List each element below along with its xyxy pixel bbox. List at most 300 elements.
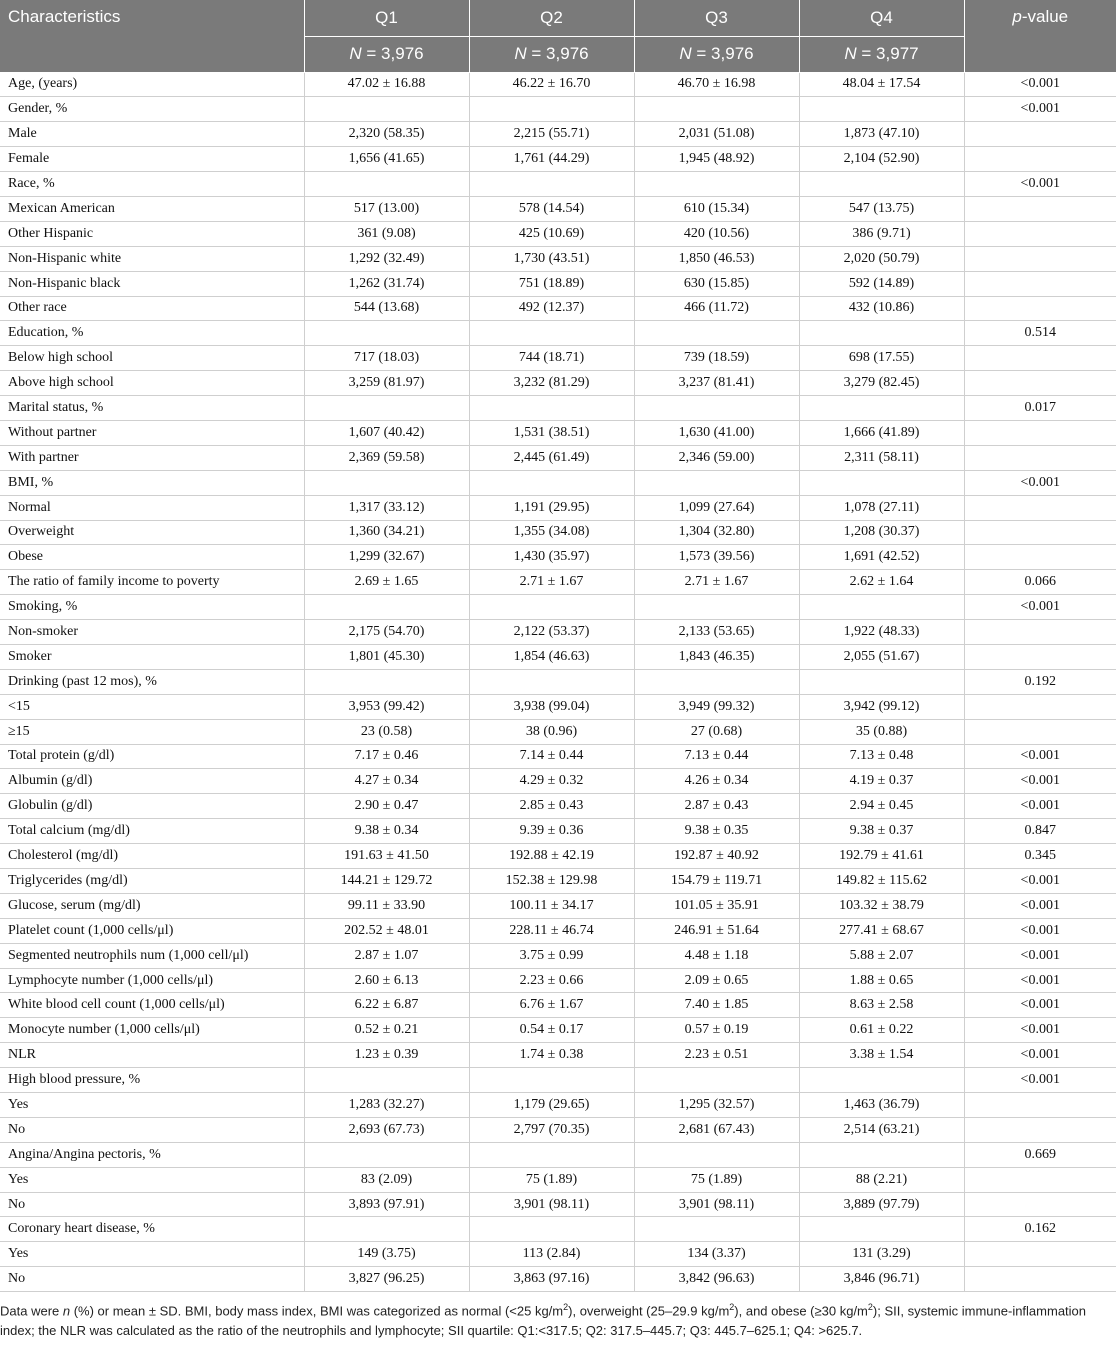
cell-q2 <box>469 1142 634 1167</box>
table-row <box>0 1093 1116 1118</box>
cell-q3 <box>634 595 799 620</box>
cell-q4: 2,104 (52.90) <box>799 147 964 172</box>
row-label: Yes <box>0 1093 304 1118</box>
cell-q3 <box>634 97 799 122</box>
table-footnote <box>0 1297 1110 1341</box>
cell-p-value <box>964 644 1116 669</box>
cell-p-value: 0.847 <box>964 819 1116 844</box>
cell-p-value <box>964 271 1116 296</box>
cell-q2: 1,761 (44.29) <box>469 147 634 172</box>
cell-q2: 3,901 (98.11) <box>469 1192 634 1217</box>
cell-q3: 1,630 (41.00) <box>634 420 799 445</box>
cell-q4: 192.79 ± 41.61 <box>799 844 964 869</box>
cell-q3: 134 (3.37) <box>634 1242 799 1267</box>
row-label: The ratio of family income to poverty <box>0 570 304 595</box>
n-value: = 3,976 <box>531 44 589 63</box>
cell-q1: 2,693 (67.73) <box>304 1117 469 1142</box>
row-label: Male <box>0 122 304 147</box>
table-row <box>0 371 1116 396</box>
cell-p-value <box>964 246 1116 271</box>
cell-q3: 2,346 (59.00) <box>634 445 799 470</box>
cell-q2: 2.85 ± 0.43 <box>469 794 634 819</box>
row-label: Total calcium (mg/dl) <box>0 819 304 844</box>
cell-q2: 1,430 (35.97) <box>469 545 634 570</box>
cell-q2: 751 (18.89) <box>469 271 634 296</box>
n-value: = 3,976 <box>366 44 424 63</box>
cell-q4: 547 (13.75) <box>799 196 964 221</box>
header-row-top <box>0 0 1116 36</box>
cell-q3: 1,295 (32.57) <box>634 1093 799 1118</box>
cell-q1: 1,607 (40.42) <box>304 420 469 445</box>
cell-q4: 2,055 (51.67) <box>799 644 964 669</box>
cell-q4 <box>799 1068 964 1093</box>
table-row <box>0 943 1116 968</box>
cell-q1: 83 (2.09) <box>304 1167 469 1192</box>
cell-p-value: <0.001 <box>964 1043 1116 1068</box>
cell-q1: 149 (3.75) <box>304 1242 469 1267</box>
cell-q3: 75 (1.89) <box>634 1167 799 1192</box>
cell-q2: 113 (2.84) <box>469 1242 634 1267</box>
table-row <box>0 669 1116 694</box>
cell-p-value <box>964 719 1116 744</box>
cell-p-value: <0.001 <box>964 968 1116 993</box>
table-row <box>0 221 1116 246</box>
cell-q2: 152.38 ± 129.98 <box>469 869 634 894</box>
cell-q1: 517 (13.00) <box>304 196 469 221</box>
cell-p-value: 0.162 <box>964 1217 1116 1242</box>
row-label: Race, % <box>0 172 304 197</box>
cell-q3: 2.23 ± 0.51 <box>634 1043 799 1068</box>
row-label: Above high school <box>0 371 304 396</box>
table-row <box>0 893 1116 918</box>
cell-q4: 386 (9.71) <box>799 221 964 246</box>
header-p-italic: p <box>1012 7 1022 26</box>
cell-q4: 3,889 (97.79) <box>799 1192 964 1217</box>
cell-q4: 698 (17.55) <box>799 346 964 371</box>
cell-p-value: <0.001 <box>964 1018 1116 1043</box>
cell-q1: 1.23 ± 0.39 <box>304 1043 469 1068</box>
row-label: Obese <box>0 545 304 570</box>
cell-p-value: 0.669 <box>964 1142 1116 1167</box>
cell-q1: 2,320 (58.35) <box>304 122 469 147</box>
cell-q2: 3,863 (97.16) <box>469 1267 634 1292</box>
cell-q2: 2,122 (53.37) <box>469 620 634 645</box>
cell-q4 <box>799 396 964 421</box>
cell-q2: 2,215 (55.71) <box>469 122 634 147</box>
cell-q3 <box>634 669 799 694</box>
row-label: Age, (years) <box>0 72 304 97</box>
cell-p-value: 0.345 <box>964 844 1116 869</box>
cell-q4: 5.88 ± 2.07 <box>799 943 964 968</box>
cell-q2: 1,179 (29.65) <box>469 1093 634 1118</box>
cell-q2: 1,191 (29.95) <box>469 495 634 520</box>
row-label: Marital status, % <box>0 396 304 421</box>
n-label: N <box>349 44 362 63</box>
row-label: ≥15 <box>0 719 304 744</box>
table-row <box>0 196 1116 221</box>
table-row <box>0 147 1116 172</box>
row-label: Platelet count (1,000 cells/μl) <box>0 918 304 943</box>
table-row <box>0 595 1116 620</box>
row-label: BMI, % <box>0 470 304 495</box>
cell-q4: 2,311 (58.11) <box>799 445 964 470</box>
row-label: No <box>0 1192 304 1217</box>
table-row <box>0 470 1116 495</box>
row-label: Other Hispanic <box>0 221 304 246</box>
table-row <box>0 1117 1116 1142</box>
cell-p-value: <0.001 <box>964 172 1116 197</box>
row-label: White blood cell count (1,000 cells/μl) <box>0 993 304 1018</box>
footnote-n-italic: n <box>62 1303 71 1319</box>
cell-q1: 2,369 (59.58) <box>304 445 469 470</box>
row-label: With partner <box>0 445 304 470</box>
cell-q2: 46.22 ± 16.70 <box>469 72 634 97</box>
cell-p-value <box>964 620 1116 645</box>
table-row <box>0 570 1116 595</box>
cell-q4: 1.88 ± 0.65 <box>799 968 964 993</box>
cell-q4: 0.61 ± 0.22 <box>799 1018 964 1043</box>
cell-q2: 2,445 (61.49) <box>469 445 634 470</box>
cell-q4: 9.38 ± 0.37 <box>799 819 964 844</box>
row-label: Female <box>0 147 304 172</box>
cell-q2: 1.74 ± 0.38 <box>469 1043 634 1068</box>
cell-p-value: <0.001 <box>964 744 1116 769</box>
row-label: Segmented neutrophils num (1,000 cell/μl) <box>0 943 304 968</box>
table-row <box>0 1142 1116 1167</box>
header-p-rest: -value <box>1021 7 1069 26</box>
cell-q2: 9.39 ± 0.36 <box>469 819 634 844</box>
cell-q2: 228.11 ± 46.74 <box>469 918 634 943</box>
cell-q2 <box>469 669 634 694</box>
cell-q3: 3,237 (81.41) <box>634 371 799 396</box>
cell-q1: 544 (13.68) <box>304 296 469 321</box>
cell-q3: 101.05 ± 35.91 <box>634 893 799 918</box>
cell-q3: 7.40 ± 1.85 <box>634 993 799 1018</box>
cell-q3: 2,031 (51.08) <box>634 122 799 147</box>
cell-q1: 4.27 ± 0.34 <box>304 769 469 794</box>
cell-q1: 3,259 (81.97) <box>304 371 469 396</box>
cell-p-value <box>964 420 1116 445</box>
table-row <box>0 296 1116 321</box>
cell-q1: 0.52 ± 0.21 <box>304 1018 469 1043</box>
row-label: Glucose, serum (mg/dl) <box>0 893 304 918</box>
table-row <box>0 719 1116 744</box>
cell-q4 <box>799 470 964 495</box>
cell-p-value: <0.001 <box>964 595 1116 620</box>
cell-q2: 4.29 ± 0.32 <box>469 769 634 794</box>
cell-q1: 2,175 (54.70) <box>304 620 469 645</box>
table-row <box>0 869 1116 894</box>
row-label: Education, % <box>0 321 304 346</box>
cell-p-value: 0.514 <box>964 321 1116 346</box>
cell-q4: 432 (10.86) <box>799 296 964 321</box>
cell-q3: 192.87 ± 40.92 <box>634 844 799 869</box>
cell-q3: 4.26 ± 0.34 <box>634 769 799 794</box>
table-row <box>0 1242 1116 1267</box>
cell-q3 <box>634 470 799 495</box>
cell-p-value <box>964 694 1116 719</box>
table-row <box>0 794 1116 819</box>
cell-q2 <box>469 396 634 421</box>
cell-q2: 3.75 ± 0.99 <box>469 943 634 968</box>
cell-q3: 3,842 (96.63) <box>634 1267 799 1292</box>
row-label: Non-Hispanic black <box>0 271 304 296</box>
row-label: Smoking, % <box>0 595 304 620</box>
cell-q2: 3,938 (99.04) <box>469 694 634 719</box>
footnote-text: ), and obese (≥30 kg/m <box>734 1303 868 1319</box>
cell-q1 <box>304 1217 469 1242</box>
cell-q1: 1,317 (33.12) <box>304 495 469 520</box>
cell-p-value <box>964 1242 1116 1267</box>
cell-p-value: <0.001 <box>964 794 1116 819</box>
row-label: Overweight <box>0 520 304 545</box>
cell-q4: 1,666 (41.89) <box>799 420 964 445</box>
table-row <box>0 769 1116 794</box>
header-q4: Q4 <box>799 0 964 36</box>
header-q3: Q3 <box>634 0 799 36</box>
cell-p-value: <0.001 <box>964 943 1116 968</box>
cell-q1: 7.17 ± 0.46 <box>304 744 469 769</box>
cell-q4: 88 (2.21) <box>799 1167 964 1192</box>
cell-q2: 578 (14.54) <box>469 196 634 221</box>
cell-q2: 744 (18.71) <box>469 346 634 371</box>
footnote-text: ), overweight (25–29.9 kg/m <box>568 1303 730 1319</box>
footnote-superscript: 2 <box>867 1302 873 1312</box>
row-label: Total protein (g/dl) <box>0 744 304 769</box>
table-row <box>0 495 1116 520</box>
header-n-q2 <box>469 36 634 72</box>
cell-q4: 8.63 ± 2.58 <box>799 993 964 1018</box>
table-row <box>0 172 1116 197</box>
cell-q2: 38 (0.96) <box>469 719 634 744</box>
table-row <box>0 844 1116 869</box>
row-label: Angina/Angina pectoris, % <box>0 1142 304 1167</box>
cell-p-value <box>964 1267 1116 1292</box>
table-row <box>0 644 1116 669</box>
cell-p-value <box>964 147 1116 172</box>
row-label: Gender, % <box>0 97 304 122</box>
cell-q4: 35 (0.88) <box>799 719 964 744</box>
cell-q3: 3,901 (98.11) <box>634 1192 799 1217</box>
cell-p-value <box>964 296 1116 321</box>
cell-q4 <box>799 1217 964 1242</box>
n-label: N <box>514 44 527 63</box>
cell-q3: 630 (15.85) <box>634 271 799 296</box>
cell-p-value: <0.001 <box>964 918 1116 943</box>
cell-p-value: <0.001 <box>964 97 1116 122</box>
cell-q1: 1,801 (45.30) <box>304 644 469 669</box>
cell-q3: 154.79 ± 119.71 <box>634 869 799 894</box>
table-header <box>0 0 1116 72</box>
row-label: Drinking (past 12 mos), % <box>0 669 304 694</box>
cell-q1: 144.21 ± 129.72 <box>304 869 469 894</box>
cell-q4 <box>799 321 964 346</box>
cell-q2 <box>469 172 634 197</box>
row-label: Yes <box>0 1167 304 1192</box>
cell-q1: 1,292 (32.49) <box>304 246 469 271</box>
cell-q2: 6.76 ± 1.67 <box>469 993 634 1018</box>
row-label: Triglycerides (mg/dl) <box>0 869 304 894</box>
cell-q3: 27 (0.68) <box>634 719 799 744</box>
cell-q4: 131 (3.29) <box>799 1242 964 1267</box>
cell-p-value <box>964 122 1116 147</box>
cell-q2: 2.71 ± 1.67 <box>469 570 634 595</box>
cell-q4: 1,208 (30.37) <box>799 520 964 545</box>
table-row <box>0 72 1116 97</box>
cell-q1 <box>304 172 469 197</box>
table-row <box>0 819 1116 844</box>
cell-q1: 1,262 (31.74) <box>304 271 469 296</box>
cell-q3: 610 (15.34) <box>634 196 799 221</box>
cell-q3 <box>634 172 799 197</box>
cell-q2: 2,797 (70.35) <box>469 1117 634 1142</box>
cell-q4: 1,873 (47.10) <box>799 122 964 147</box>
cell-q1: 2.60 ± 6.13 <box>304 968 469 993</box>
cell-q2: 1,854 (46.63) <box>469 644 634 669</box>
cell-q2: 2.23 ± 0.66 <box>469 968 634 993</box>
cell-q1: 3,827 (96.25) <box>304 1267 469 1292</box>
cell-p-value: <0.001 <box>964 470 1116 495</box>
cell-q4 <box>799 1142 964 1167</box>
cell-q4: 3,279 (82.45) <box>799 371 964 396</box>
table-row <box>0 1267 1116 1292</box>
cell-q2: 1,355 (34.08) <box>469 520 634 545</box>
cell-q2 <box>469 595 634 620</box>
cell-q3: 0.57 ± 0.19 <box>634 1018 799 1043</box>
table-row <box>0 918 1116 943</box>
cell-q1: 6.22 ± 6.87 <box>304 993 469 1018</box>
row-label: Non-Hispanic white <box>0 246 304 271</box>
cell-q2: 75 (1.89) <box>469 1167 634 1192</box>
cell-q1: 717 (18.03) <box>304 346 469 371</box>
cell-q1 <box>304 669 469 694</box>
cell-q3: 7.13 ± 0.44 <box>634 744 799 769</box>
cell-q2 <box>469 470 634 495</box>
cell-q3: 2.87 ± 0.43 <box>634 794 799 819</box>
row-label: Without partner <box>0 420 304 445</box>
cell-q1: 2.87 ± 1.07 <box>304 943 469 968</box>
cell-q2: 425 (10.69) <box>469 221 634 246</box>
cell-p-value <box>964 545 1116 570</box>
cell-p-value: 0.192 <box>964 669 1116 694</box>
cell-q4: 1,078 (27.11) <box>799 495 964 520</box>
cell-q1: 47.02 ± 16.88 <box>304 72 469 97</box>
header-q2: Q2 <box>469 0 634 36</box>
cell-q3: 1,843 (46.35) <box>634 644 799 669</box>
cell-q3: 1,573 (39.56) <box>634 545 799 570</box>
row-label: Globulin (g/dl) <box>0 794 304 819</box>
n-value: = 3,977 <box>861 44 919 63</box>
cell-q1: 3,893 (97.91) <box>304 1192 469 1217</box>
cell-q3 <box>634 396 799 421</box>
cell-p-value: 0.017 <box>964 396 1116 421</box>
cell-q1 <box>304 396 469 421</box>
cell-q1 <box>304 595 469 620</box>
n-value: = 3,976 <box>696 44 754 63</box>
cell-q2 <box>469 1217 634 1242</box>
cell-q3: 2,133 (53.65) <box>634 620 799 645</box>
cell-q4: 2,514 (63.21) <box>799 1117 964 1142</box>
cell-p-value: <0.001 <box>964 993 1116 1018</box>
header-n-q3 <box>634 36 799 72</box>
footnote-superscript: 2 <box>729 1302 735 1312</box>
cell-q4 <box>799 595 964 620</box>
cell-q3: 420 (10.56) <box>634 221 799 246</box>
table-row <box>0 1217 1116 1242</box>
cell-p-value <box>964 221 1116 246</box>
header-q1: Q1 <box>304 0 469 36</box>
cell-q4: 48.04 ± 17.54 <box>799 72 964 97</box>
row-label: Other race <box>0 296 304 321</box>
cell-q4: 2.62 ± 1.64 <box>799 570 964 595</box>
cell-q3: 739 (18.59) <box>634 346 799 371</box>
cell-q3: 246.91 ± 51.64 <box>634 918 799 943</box>
cell-q2 <box>469 1068 634 1093</box>
cell-q4: 2,020 (50.79) <box>799 246 964 271</box>
cell-q2: 492 (12.37) <box>469 296 634 321</box>
cell-q1: 1,360 (34.21) <box>304 520 469 545</box>
row-label: <15 <box>0 694 304 719</box>
cell-q3: 4.48 ± 1.18 <box>634 943 799 968</box>
table-row <box>0 1068 1116 1093</box>
cell-q3: 1,099 (27.64) <box>634 495 799 520</box>
n-label: N <box>844 44 857 63</box>
cell-q1: 3,953 (99.42) <box>304 694 469 719</box>
cell-q4: 1,922 (48.33) <box>799 620 964 645</box>
cell-q2 <box>469 97 634 122</box>
cell-q2: 192.88 ± 42.19 <box>469 844 634 869</box>
cell-p-value <box>964 1093 1116 1118</box>
cell-q1: 2.90 ± 0.47 <box>304 794 469 819</box>
cell-q3 <box>634 1068 799 1093</box>
cell-p-value <box>964 346 1116 371</box>
table-body <box>0 72 1116 1292</box>
cell-q2: 100.11 ± 34.17 <box>469 893 634 918</box>
table-row <box>0 396 1116 421</box>
table-row <box>0 520 1116 545</box>
table-row <box>0 968 1116 993</box>
cell-q1: 361 (9.08) <box>304 221 469 246</box>
cell-p-value <box>964 1117 1116 1142</box>
row-label: Below high school <box>0 346 304 371</box>
cell-p-value: <0.001 <box>964 769 1116 794</box>
table-row <box>0 271 1116 296</box>
table-row <box>0 545 1116 570</box>
cell-q1 <box>304 97 469 122</box>
table-row <box>0 1018 1116 1043</box>
cell-q1: 191.63 ± 41.50 <box>304 844 469 869</box>
row-label: Smoker <box>0 644 304 669</box>
row-label: Normal <box>0 495 304 520</box>
cell-p-value: <0.001 <box>964 893 1116 918</box>
cell-q4 <box>799 172 964 197</box>
header-characteristics: Characteristics <box>0 0 304 72</box>
table-row <box>0 993 1116 1018</box>
header-n-q1 <box>304 36 469 72</box>
table-row <box>0 122 1116 147</box>
footnote-text: ); SII, systemic immune-inflammation index; the NLR was calculated as the ratio of the neutrophils and lymphocyte; SII quartile: Q1:<317.5; Q2: 317.5–445.7; Q3: 445.7–625.1; Q4: >625.7. <box>0 1303 1087 1339</box>
cell-p-value <box>964 1167 1116 1192</box>
cell-p-value <box>964 1192 1116 1217</box>
cell-q3: 46.70 ± 16.98 <box>634 72 799 97</box>
table-row <box>0 1043 1116 1068</box>
cell-p-value <box>964 371 1116 396</box>
cell-q3: 1,304 (32.80) <box>634 520 799 545</box>
row-label: Coronary heart disease, % <box>0 1217 304 1242</box>
cell-q3 <box>634 1217 799 1242</box>
cell-q4: 592 (14.89) <box>799 271 964 296</box>
footnote-text: Data were <box>0 1303 63 1319</box>
